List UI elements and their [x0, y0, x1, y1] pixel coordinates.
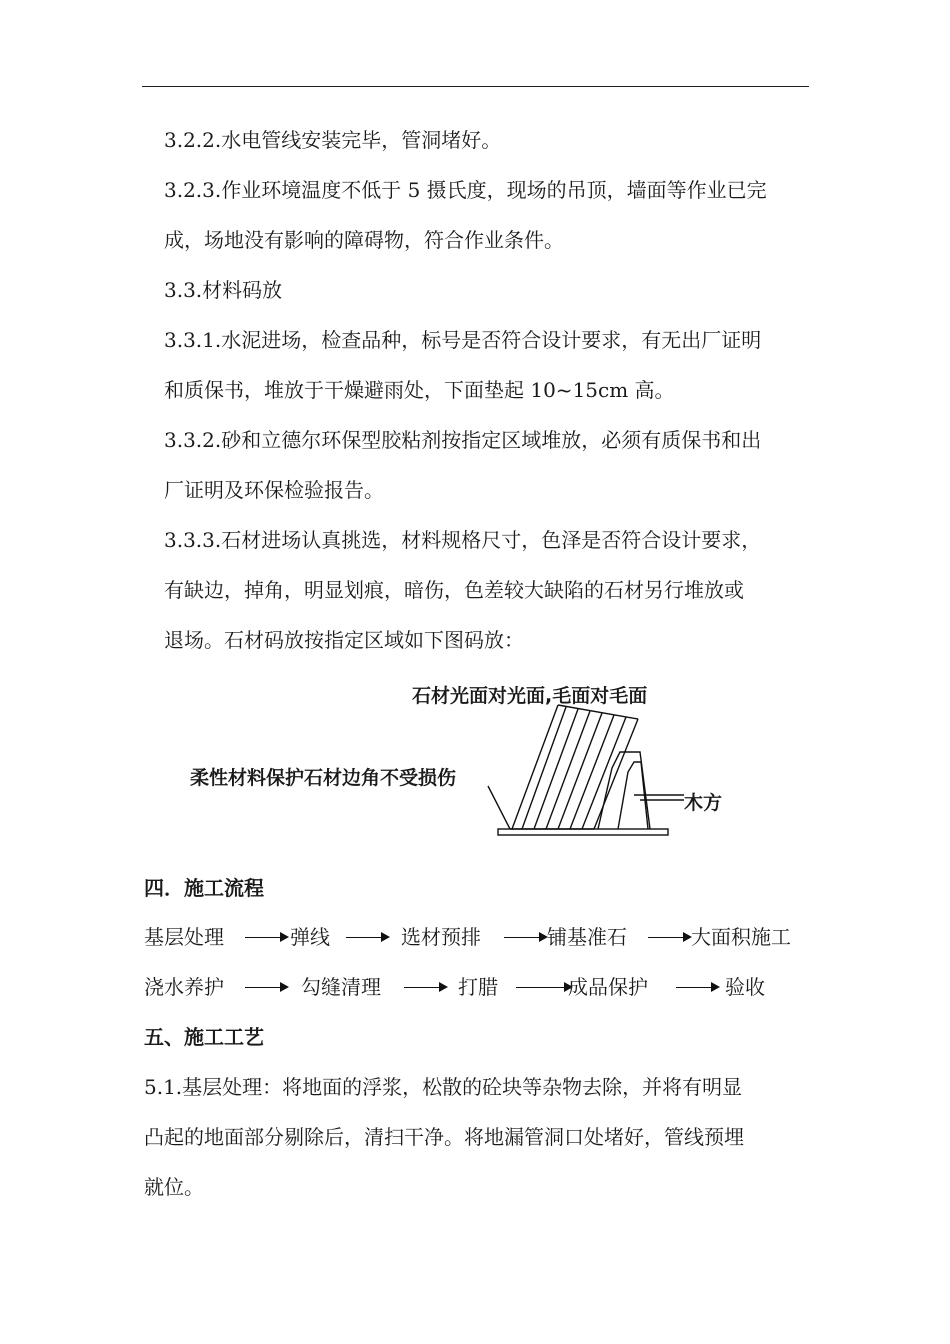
text-line: 5.1.基层处理：将地面的浮浆，松散的砼块等杂物去除，并将有明显 [144, 1075, 743, 1099]
flow-step: 打腊 [458, 975, 498, 999]
text-line: 3.3.2.砂和立德尔环保型胶粘剂按指定区域堆放，必须有质保书和出 [164, 428, 762, 452]
text-line: 3.3.1.水泥进场，检查品种，标号是否符合设计要求，有无出厂证明 [164, 328, 762, 352]
text-line: 厂证明及环保检验报告。 [164, 478, 384, 502]
arrow-icon [504, 937, 546, 938]
text-line: 就位。 [144, 1175, 204, 1199]
arrow-icon [404, 987, 446, 988]
subsection-title: 3.3.材料码放 [164, 278, 283, 302]
arrow-icon [676, 987, 718, 988]
arrow-icon [648, 937, 690, 938]
flow-step: 浇水养护 [144, 975, 224, 999]
text-line: 有缺边，掉角，明显划痕，暗伤，色差较大缺陷的石材另行堆放或 [164, 578, 744, 602]
flow-step: 基层处理 [144, 925, 224, 949]
section-heading: 五、施工工艺 [144, 1025, 264, 1049]
text-line: 和质保书，堆放于干燥避雨处，下面垫起 10~15cm 高。 [164, 378, 675, 402]
arrow-icon [245, 987, 287, 988]
diagram-label-left: 柔性材料保护石材边角不受损伤 [190, 767, 457, 789]
text-line: 退场。石材码放按指定区域如下图码放： [164, 628, 524, 652]
text-line: 3.2.3.作业环境温度不低于 5 摄氏度，现场的吊顶，墙面等作业已完 [164, 178, 767, 202]
diagram-label-top: 石材光面对光面,毛面对毛面 [412, 685, 648, 707]
text-line: 凸起的地面部分剔除后，清扫干净。将地漏管洞口处堵好，管线预埋 [144, 1125, 744, 1149]
diagram-label-right: 木方 [684, 792, 723, 814]
base-plank [498, 829, 668, 835]
leader-left [488, 786, 510, 829]
text-line: 3.3.3.石材进场认真挑选，材料规格尺寸，色泽是否符合设计要求， [164, 528, 762, 552]
flow-step: 勾缝清理 [301, 975, 381, 999]
section-heading: 四．施工流程 [144, 876, 264, 900]
wood-support [598, 752, 650, 829]
arrow-icon [346, 937, 388, 938]
flow-step: 成品保护 [568, 975, 648, 999]
stone-slabs [510, 705, 638, 829]
flow-step: 选材预排 [401, 925, 481, 949]
text-line: 成，场地没有影响的障碍物，符合作业条件。 [164, 228, 564, 252]
flow-step: 铺基准石 [547, 925, 627, 949]
text-line: 3.2.2.水电管线安装完毕，管洞堵好。 [164, 128, 502, 152]
arrow-icon [516, 987, 571, 988]
flow-step: 弹线 [290, 925, 330, 949]
flow-step: 验收 [725, 975, 765, 999]
arrow-icon [245, 937, 287, 938]
flow-step: 大面积施工 [691, 925, 791, 949]
